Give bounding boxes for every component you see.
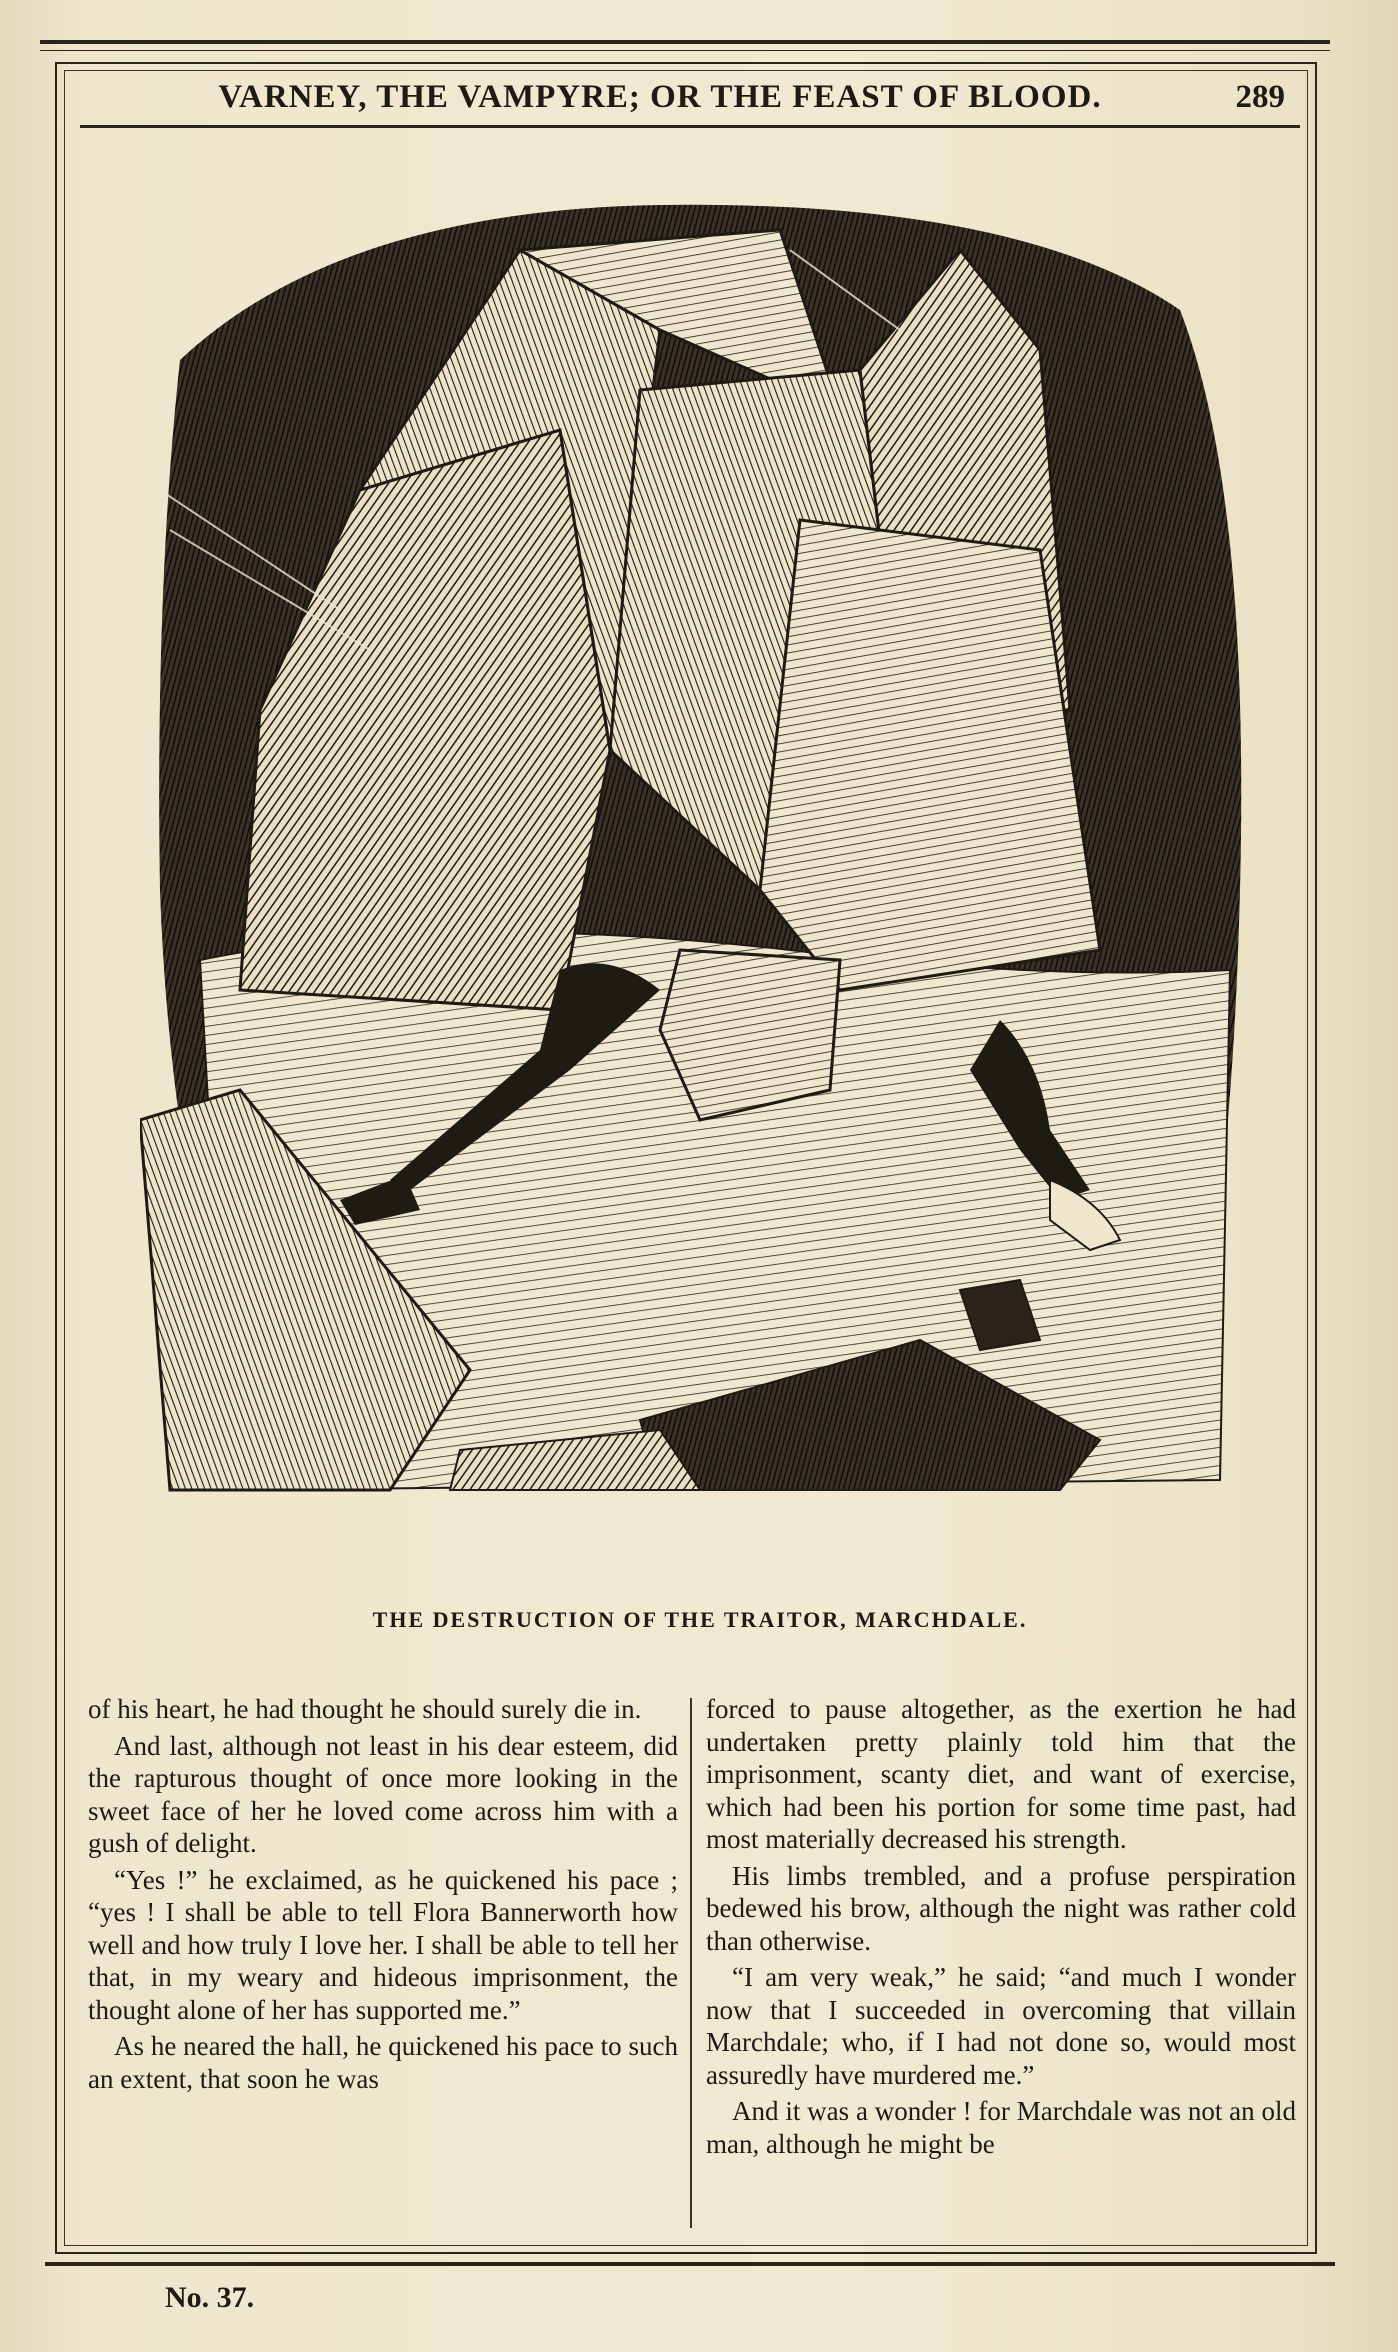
text-column-right — [706, 1693, 1296, 2233]
engraving-illustration — [140, 190, 1270, 1560]
paragraph: His limbs trembled, and a profuse perspiration bedewed his brow, although the night was rather cold than otherwise. — [706, 1860, 1296, 1956]
paragraph: As he neared the hall, he quickened his pace to such an extent, that soon he was — [88, 2031, 678, 2094]
paragraph: of his heart, he had thought he should surely die in. — [88, 1694, 642, 1724]
paragraph: “Yes !” he exclaimed, as he quickened his pace ; “yes ! I shall be able to tell Flora Bannerworth how well and how truly I love her. I shall be able to tell her that, in my weary and hideous imprisonment, the thought alone of her has supported me.” — [88, 1864, 678, 2025]
header-rule — [80, 125, 1300, 128]
paragraph: And it was a wonder ! for Marchdale was not an old man, although he might be — [706, 2096, 1296, 2159]
paragraph: And last, although not least in his dear esteem, did the rapturous thought of once more looking in the sweet face of her he loved come across him with a gush of delight. — [88, 1730, 678, 1858]
running-title: VARNEY, THE VAMPYRE; OR THE FEAST OF BLOOD. — [218, 79, 1102, 115]
page-number: 289 — [1235, 79, 1285, 115]
paragraph: “I am very weak,” he said; “and much I wonder now that I succeeded in overcoming that villain Marchdale; who, if I had not done so, would most assuredly have murdered me.” — [706, 1962, 1296, 2090]
signature-mark: No. 37. — [165, 2281, 255, 2314]
paragraph: forced to pause altogether, as the exertion he had undertaken pretty plainly told him that the imprisonment, scanty diet, and want of exercise, which had been his portion for some time past, had most materially decreased his strength. — [706, 1694, 1296, 1854]
bottom-rule — [45, 2262, 1335, 2266]
top-thin-rule — [40, 50, 1330, 51]
top-outer-rule — [40, 40, 1330, 44]
text-column-left — [88, 1693, 678, 2233]
column-divider — [690, 1698, 692, 2228]
illustration-caption: THE DESTRUCTION OF THE TRAITOR, MARCHDALE. — [372, 1607, 1028, 1632]
